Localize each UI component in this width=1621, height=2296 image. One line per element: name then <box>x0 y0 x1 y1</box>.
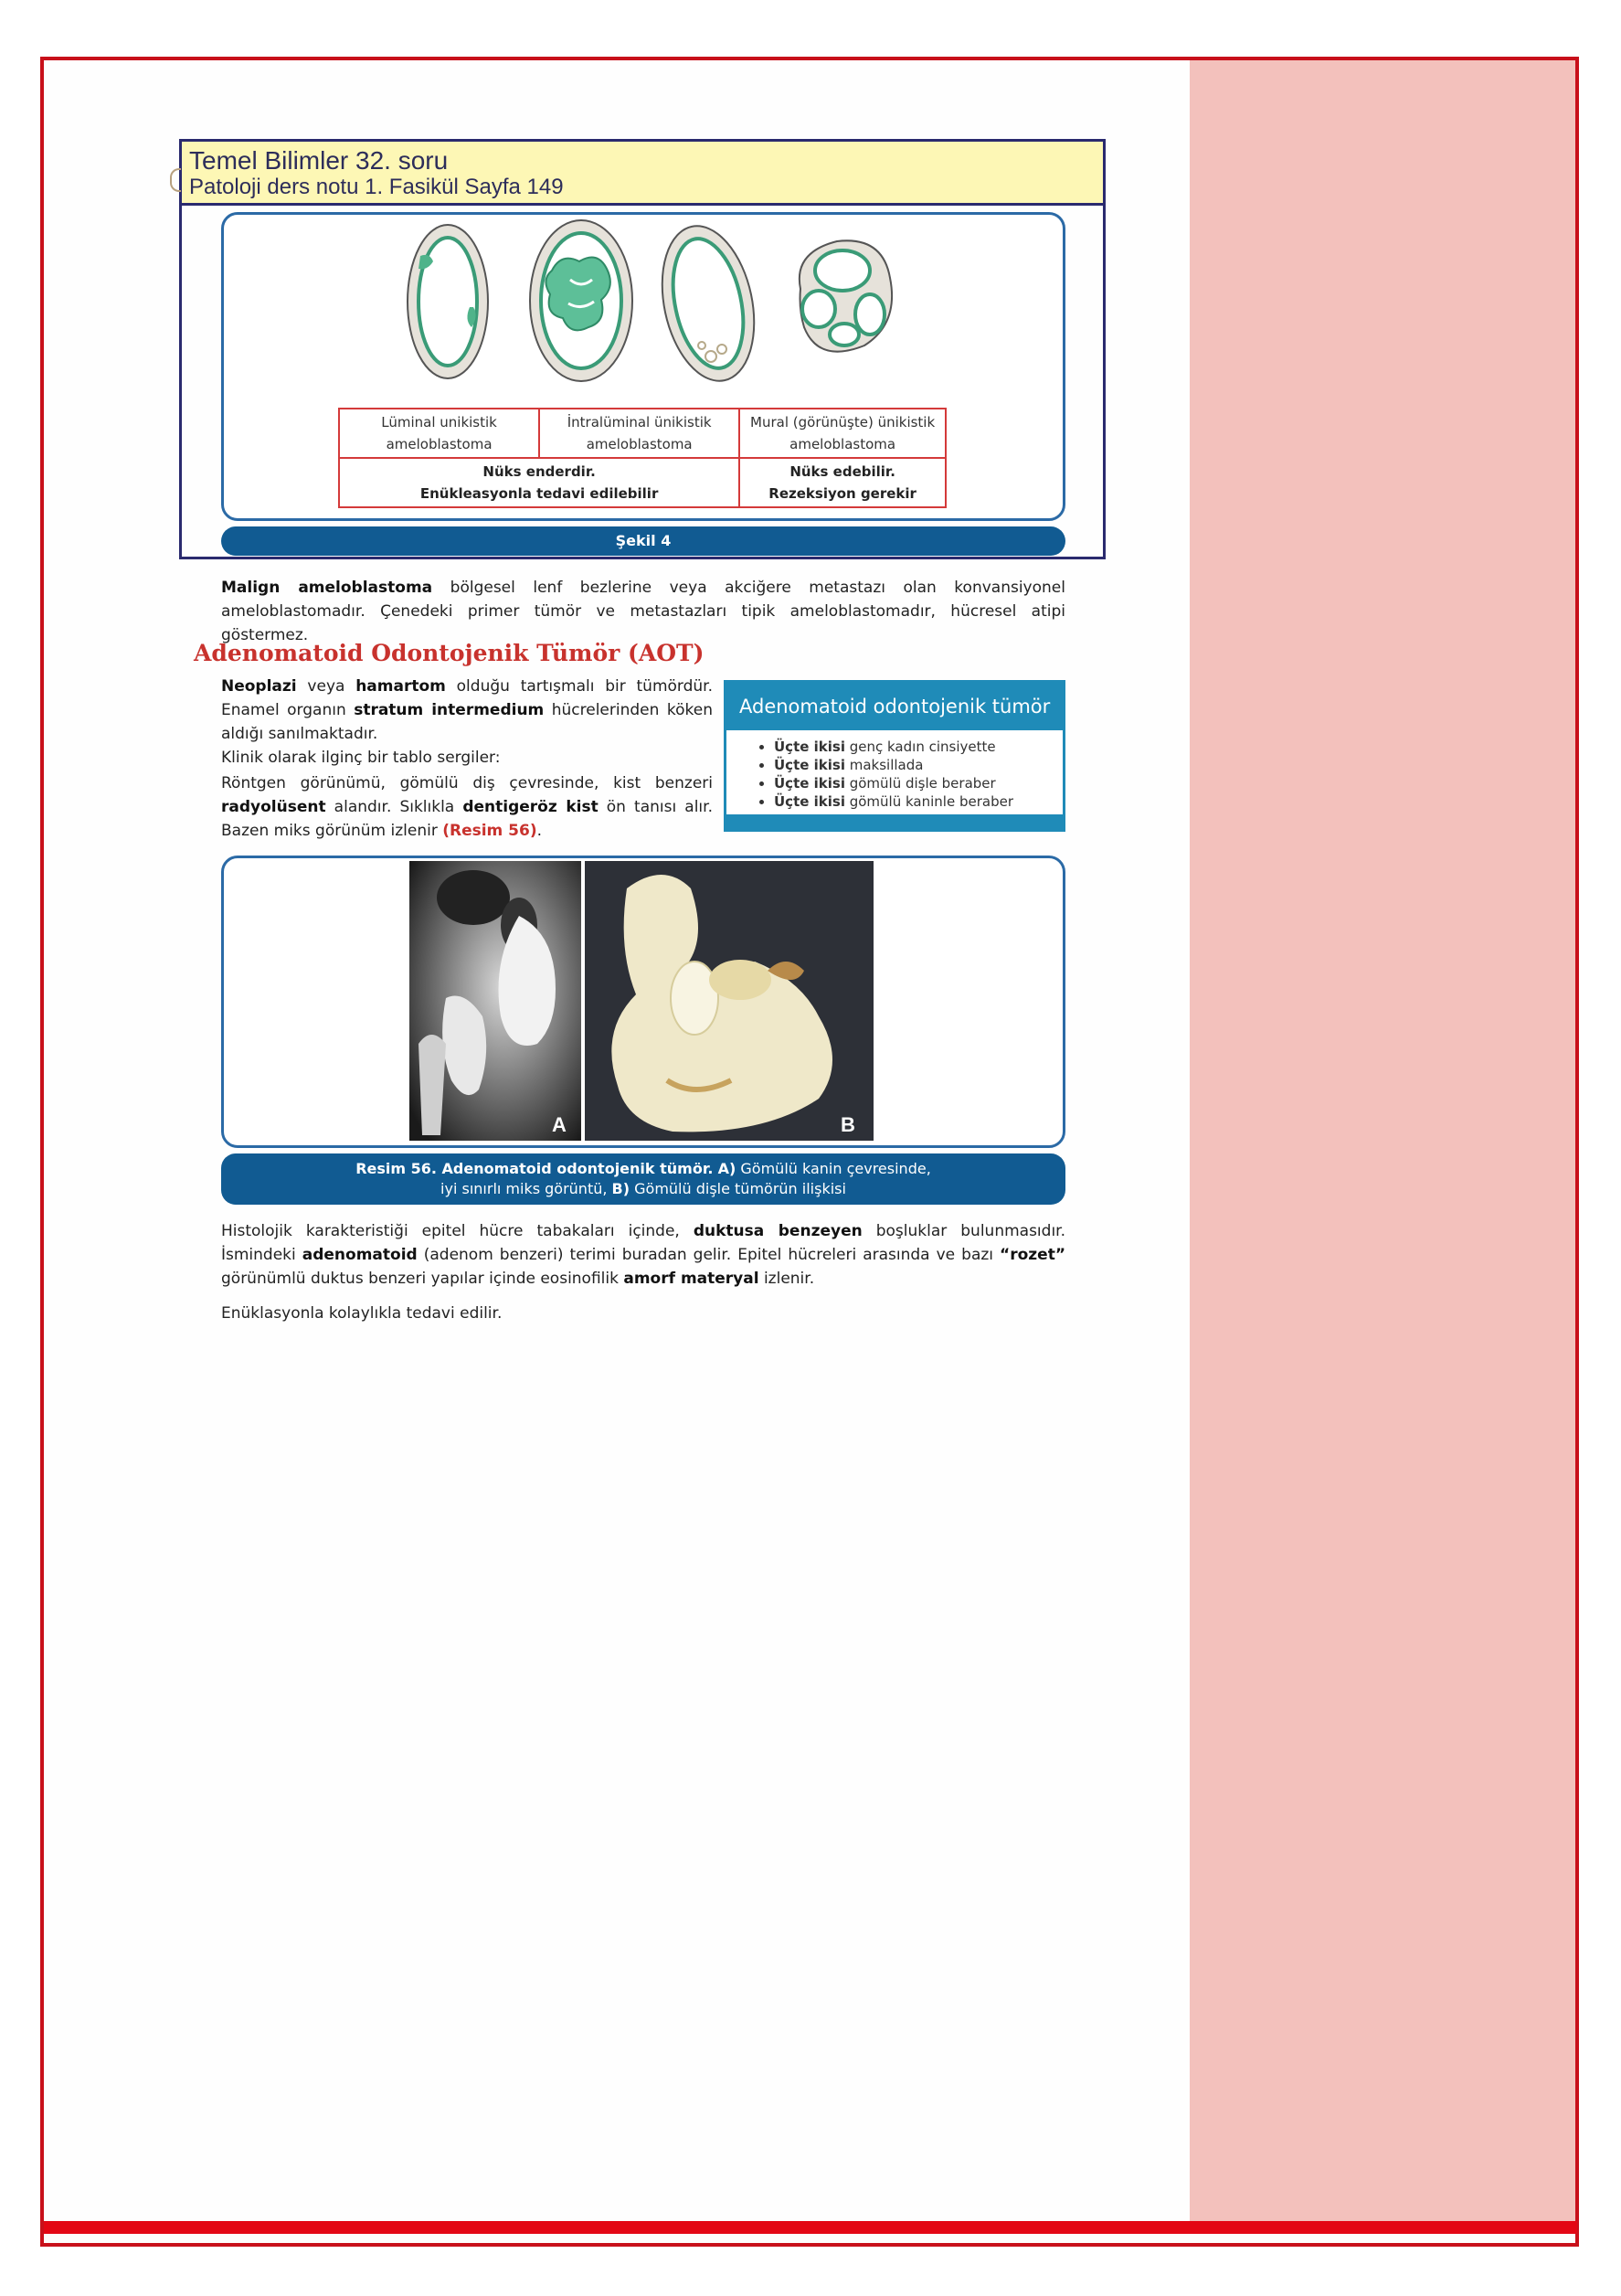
text-often: alandır. Sıklıkla <box>325 798 463 816</box>
hist-text-a: Histolojik karakteristiği epitel hücre tabakaları içinde, <box>221 1222 694 1240</box>
item-bold: Üçte ikisi <box>774 793 845 810</box>
photo-label-b: B <box>841 1113 855 1136</box>
text-xray: Röntgen görünümü, gömülü diş çevresinde, kist benzeri <box>221 774 713 792</box>
aot-paragraph-1 <box>221 675 713 746</box>
caption-title: Resim 56. Adenomatoid odontojenik tümör. <box>355 1160 714 1177</box>
intraluminal-cyst-illustration <box>524 216 638 386</box>
aot-summary-box <box>724 680 1065 832</box>
summary-box-footer <box>726 814 1063 829</box>
resection-text: Rezeksiyon gerekir <box>768 485 916 502</box>
enucleation-text: Enükleasyonla tedavi edilebilir <box>419 485 659 502</box>
list-item <box>774 792 1063 811</box>
list-item <box>774 756 1063 774</box>
hist-text-e: (adenom benzeri) terimi buradan gelir. Epitel hücreleri arasında ve bazı <box>417 1246 1001 1264</box>
caption-b-marker: B) <box>611 1180 630 1197</box>
aot-paragraph-2: Klinik olarak ilginç bir tablo sergiler: <box>221 749 501 767</box>
malign-paragraph <box>221 576 1065 647</box>
table-cell-intraluminal: İntralüminal ünikistik ameloblastoma <box>539 409 739 458</box>
hist-text-i: izlenir. <box>758 1270 815 1288</box>
list-item <box>774 774 1063 792</box>
item-bold: Üçte ikisi <box>774 757 845 773</box>
aot-heading: Adenomatoid Odontojenik Tümör (AOT) <box>194 640 705 666</box>
decorative-bracket <box>170 168 181 192</box>
item-text: genç kadın cinsiyette <box>844 739 996 755</box>
recurrence-rare-text: Nüks enderdir. <box>482 463 596 480</box>
summary-box-title: Adenomatoid odontojenik tümör <box>726 683 1063 730</box>
hist-term-adenomatoid: adenomatoid <box>302 1246 418 1264</box>
table-cell-luminal: Lüminal unikistik ameloblastoma <box>339 409 539 458</box>
hist-term-amorf: amorf materyal <box>623 1270 759 1288</box>
summary-list <box>726 738 1063 811</box>
item-text: gömülü dişle beraber <box>844 775 996 792</box>
malign-text: bölgesel lenf bezlerine veya akciğere metastazı olan konvansiyonel ameloblastomadır. Çenedeki primer tümör ve metastazları tipik ameloblastomadır, hücresel atipi göstermez. <box>221 579 1065 644</box>
term-dentigeroz: dentigeröz kist <box>462 798 599 816</box>
text-period: . <box>536 822 543 840</box>
treatment-line: Enüklasyonla kolaylıkla tedavi edilir. <box>221 1304 503 1323</box>
text-mixed: ön tanısı alır. Bazen miks görünüm izlenir <box>221 798 713 840</box>
resim-56-link[interactable]: (Resim 56) <box>442 822 537 840</box>
figure-4-table <box>338 408 947 508</box>
aot-paragraph-3 <box>221 771 713 843</box>
caption-line-2 <box>221 1179 1065 1199</box>
caption-a-marker: A) <box>717 1160 736 1177</box>
figure-56-caption <box>221 1153 1065 1205</box>
item-bold: Üçte ikisi <box>774 775 845 792</box>
question-header <box>182 142 1103 206</box>
figure-4-caption: Şekil 4 <box>221 526 1065 556</box>
hist-term-rozet: “rozet” <box>1000 1246 1065 1264</box>
bottom-border-bar <box>44 2221 1577 2234</box>
item-text: gömülü kaninle beraber <box>844 793 1013 810</box>
term-radyolusent: radyolüsent <box>221 798 326 816</box>
term-neoplazi: Neoplazi <box>221 677 297 696</box>
recurrence-possible-text: Nüks edebilir. <box>789 463 895 480</box>
malign-term: Malign ameloblastoma <box>221 579 433 597</box>
caption-line-1 <box>221 1159 1065 1179</box>
table-cell-mural: Mural (görünüşte) ünikistik ameloblastoma <box>739 409 946 458</box>
hist-text-g: görünümlü duktus benzeri yapılar içinde eosinofilik <box>221 1270 624 1288</box>
histology-paragraph <box>221 1219 1065 1291</box>
hist-text-c: boşluklar bulunmasıdır. İsmindeki <box>221 1222 1066 1264</box>
question-subtitle: Patoloji ders notu 1. Fasikül Sayfa 149 <box>189 175 564 199</box>
text-enamel: olduğu tartışmalı bir tümördür. Enamel organın <box>221 677 713 719</box>
item-text: maksillada <box>844 757 924 773</box>
caption-line2-text: iyi sınırlı miks görüntü, <box>440 1180 612 1197</box>
table-cell-recurrence-possible <box>739 458 946 507</box>
multicystic-illustration <box>789 234 899 356</box>
right-sidebar <box>1190 60 1575 2232</box>
xray-photo <box>409 861 581 1141</box>
term-hamartom: hamartom <box>355 677 446 696</box>
table-cell-recurrence-rare <box>339 458 739 507</box>
text-veya: veya <box>296 677 356 696</box>
caption-b-text: Gömülü dişle tümörün ilişkisi <box>630 1180 846 1197</box>
luminal-cyst-illustration <box>402 219 493 384</box>
list-item <box>774 738 1063 756</box>
text-origin: hücrelerinden köken aldığı sanılmaktadır. <box>221 701 713 743</box>
question-title: Temel Bilimler 32. soru <box>189 146 449 175</box>
term-stratum: stratum intermedium <box>354 701 545 719</box>
photo-label-a: A <box>552 1113 567 1136</box>
caption-a-text: Gömülü kanin çevresinde, <box>736 1160 931 1177</box>
item-bold: Üçte ikisi <box>774 739 845 755</box>
hist-term-duct: duktusa benzeyen <box>693 1222 863 1240</box>
mural-cyst-illustration <box>658 219 758 388</box>
specimen-photo <box>585 861 874 1141</box>
